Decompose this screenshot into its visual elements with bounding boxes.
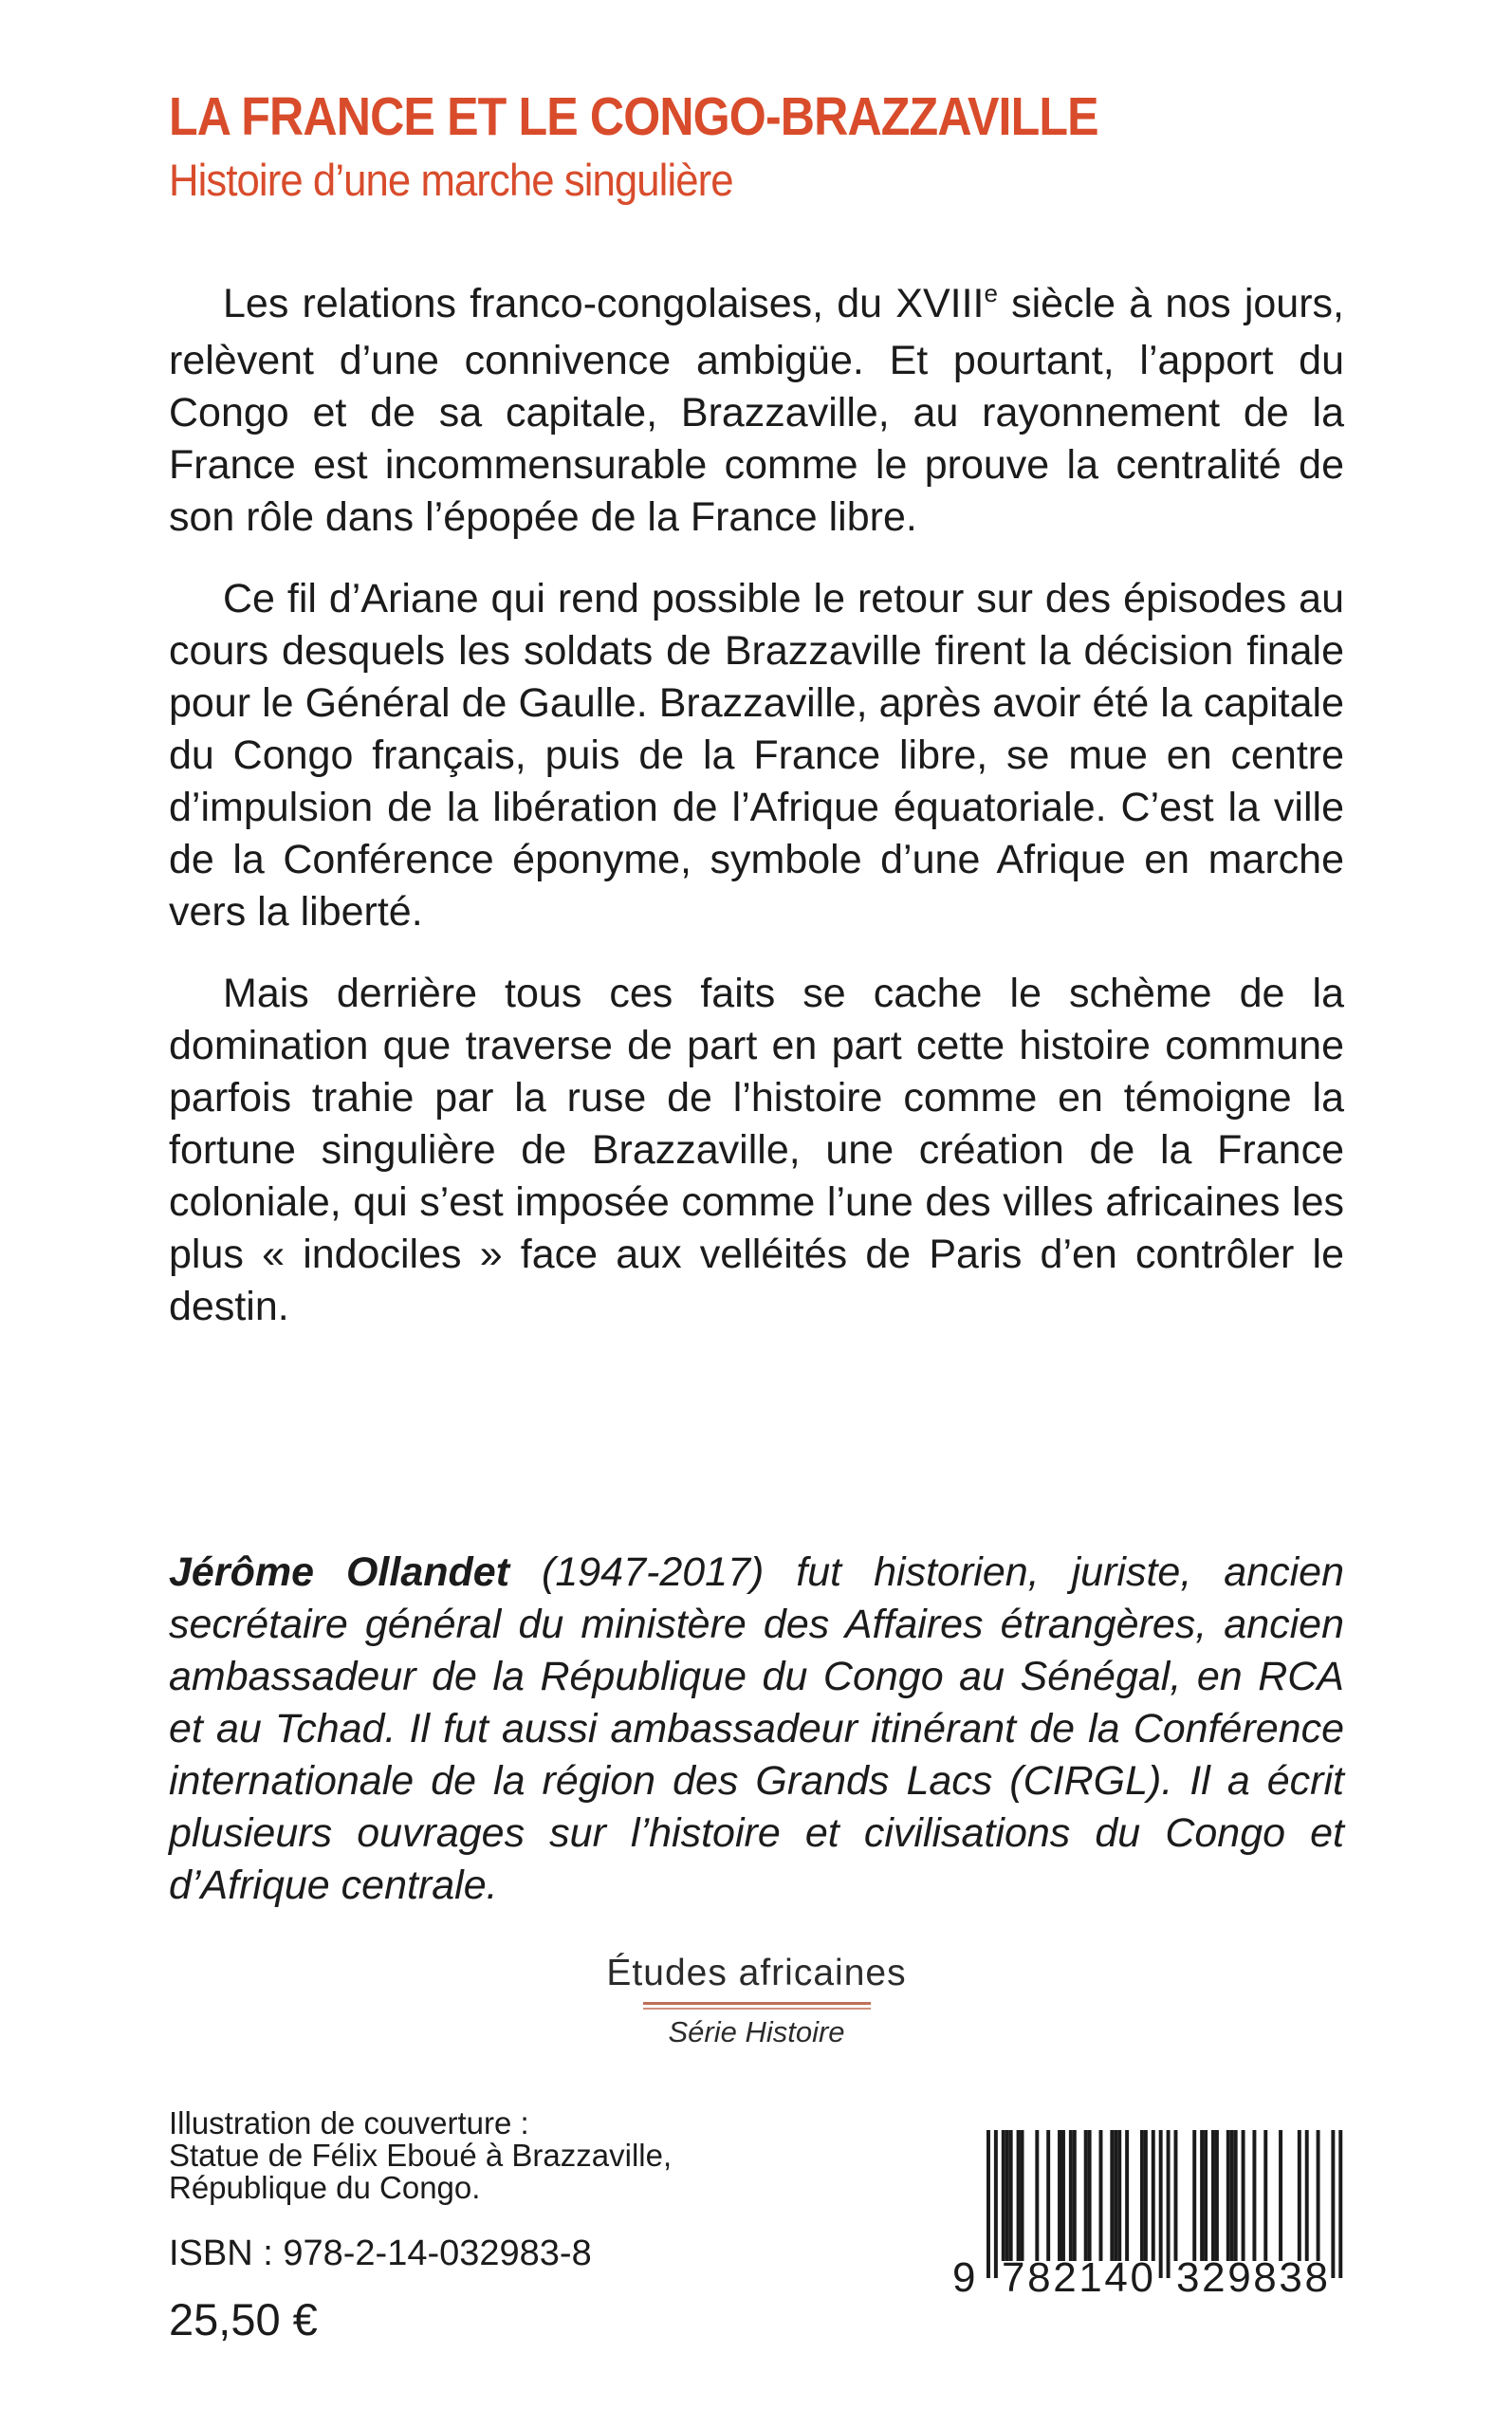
credit-line-3: République du Congo. (169, 2169, 481, 2205)
credit-line-1: Illustration de couverture : (169, 2104, 529, 2140)
barcode-bar (1211, 2130, 1215, 2261)
price-label: 25,50 € (169, 2293, 318, 2344)
barcode-bar (1144, 2130, 1148, 2261)
book-subtitle (169, 155, 1344, 205)
barcode-bar (1021, 2130, 1024, 2261)
barcode-bar (1058, 2130, 1061, 2261)
barcode-bar (1114, 2130, 1117, 2261)
barcode-bar (986, 2130, 990, 2278)
barcode-bar (1002, 2130, 1005, 2261)
barcode-bar (1069, 2130, 1073, 2261)
barcode-bar (1073, 2130, 1077, 2261)
barcode-bar (1017, 2130, 1021, 2261)
barcode-bar (1331, 2130, 1335, 2278)
barcode-bar (1035, 2130, 1039, 2261)
barcode-bar (1084, 2130, 1088, 2261)
barcode-bar (1338, 2130, 1342, 2278)
barcode-bar (1125, 2130, 1129, 2261)
synopsis-p1-end: siècle à nos jours, relèvent d’une connivence ambigüe. Et pourtant, l’apport du Congo et de sa capitale, Brazzaville, au rayonnement de la France est incommensurable comme le prouve la centralité de son rôle dans l’épopée de la France libre. (169, 281, 1344, 540)
collection-block (169, 1953, 1344, 2048)
barcode-bar (1110, 2130, 1114, 2261)
barcode-bar (1088, 2130, 1092, 2261)
barcode-bar (1174, 2130, 1178, 2261)
synopsis-paragraph-2: Ce fil d’Ariane qui rend possible le retour sur des épisodes au cours desquels les soldats de Brazzaville firent la décision finale pour le Général de Gaulle. Brazzaville, après avoir été la capitale du Congo français, puis de la France libre, se mue en centre d’impulsion de la libération de l’Afrique équatoriale. C’est la ville de la Conférence éponyme, symbole d’une Afrique en marche vers la liberté. (169, 576, 1344, 935)
author-bio-text: (1947-2017) fut historien, juriste, ancien secrétaire général du ministère des Affaires étrangères, ancien ambassadeur de la République du Congo au Sénégal, en RCA et au Tchad. Il fut aussi ambassadeur itinérant de la Conférence internationale de la région des Grands Lacs (CIRGL). Il a écrit plusieurs ouvrages sur l’histoire et civilisations du Congo et d’Afrique centrale. (169, 1549, 1344, 1908)
barcode-bar (1117, 2130, 1121, 2261)
collection-series: Série Histoire (668, 2014, 845, 2048)
barcode-bar (1305, 2130, 1309, 2261)
collection-divider-rule (643, 2002, 871, 2010)
synopsis-p1-start: Les relations franco-congolaises, du XVIII (223, 281, 985, 326)
barcode-digits: 782140 (1002, 2254, 1153, 2299)
barcode-bar (1200, 2130, 1204, 2261)
barcode-bar (1226, 2130, 1230, 2261)
barcode-bar (994, 2130, 998, 2278)
barcode-bar (1204, 2130, 1208, 2261)
book-title-text: LA FRANCE ET LE CONGO-BRAZZAVILLE (169, 86, 1098, 147)
ordinal-superscript: e (984, 279, 998, 307)
synopsis-paragraph-1 (169, 278, 1344, 544)
barcode-bar (1167, 2130, 1171, 2278)
barcode-bar (1099, 2130, 1103, 2261)
barcode-bar (1252, 2130, 1256, 2261)
credit-line-2: Statue de Félix Eboué à Brazzaville, (169, 2137, 673, 2173)
author-bio (169, 1547, 1344, 1912)
barcode-bar (1263, 2130, 1267, 2261)
book-subtitle-text: Histoire d’une marche singulière (169, 155, 733, 205)
barcode-bar (1215, 2130, 1219, 2261)
barcode-bar (1159, 2130, 1163, 2278)
collection-name: Études africaines (606, 1953, 907, 1993)
author-name: Jérôme Ollandet (169, 1549, 510, 1595)
isbn-label: ISBN : 978-2-14-032983-8 (169, 2233, 592, 2273)
barcode-bar (1192, 2130, 1196, 2261)
synopsis-paragraph-3: Mais derrière tous ces faits se cache le schème de la domination que traverse de part en part cette histoire commune parfois trahie par la ruse de l’histoire comme en témoigne la fortune singulière de Brazzaville, une création de la France coloniale, qui s’est imposée comme l’une des villes africaines les plus « indociles » face aux velléités de Paris d’en contrôler le destin. (169, 971, 1344, 1329)
barcode-bar (1005, 2130, 1009, 2261)
barcode-bar (1298, 2130, 1301, 2261)
barcode-bar (1279, 2130, 1282, 2261)
barcode-bar (1061, 2130, 1065, 2261)
barcode-digits: 329838 (1176, 2254, 1328, 2299)
back-cover-content (0, 86, 1512, 2345)
barcode-bar (1046, 2130, 1050, 2261)
ean13-barcode (949, 2128, 1347, 2299)
barcode-bar (1234, 2130, 1238, 2261)
barcode-bar (1242, 2130, 1245, 2261)
barcode-bar (1230, 2130, 1234, 2261)
barcode-bar (1009, 2130, 1013, 2261)
barcode-digits: 9 (952, 2254, 976, 2299)
barcode-bar (1140, 2130, 1144, 2261)
barcode-bar (1152, 2130, 1155, 2261)
barcode-bar (1317, 2130, 1320, 2261)
book-title (169, 86, 1344, 147)
